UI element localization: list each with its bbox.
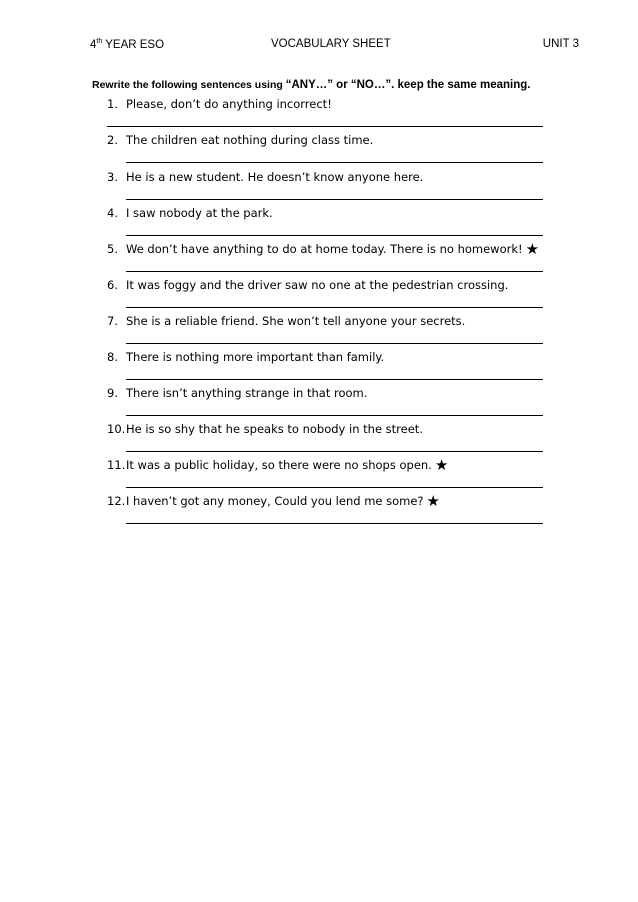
instructions-part2: “ANY…” or “NO…”. keep the same meaning. — [285, 79, 531, 91]
answer-line[interactable] — [126, 379, 543, 380]
item-number: 1. — [107, 97, 118, 111]
item-sentence-text: Please, don’t do anything incorrect! — [126, 97, 332, 111]
item-sentence — [126, 386, 367, 400]
item-sentence-text: He is a new student. He doesn’t know anyone here. — [126, 170, 424, 184]
header-year-suffix: th — [96, 38, 103, 45]
item-sentence-text: There is nothing more important than family. — [126, 350, 385, 364]
answer-line[interactable] — [126, 415, 543, 416]
item-sentence — [126, 206, 273, 220]
answer-line[interactable] — [126, 162, 543, 163]
answer-line[interactable] — [107, 126, 543, 127]
item-number: 3. — [107, 170, 118, 184]
item-sentence — [126, 494, 440, 508]
item-sentence — [126, 133, 373, 147]
star-icon: ★ — [525, 240, 540, 258]
star-icon: ★ — [434, 456, 449, 474]
item-sentence-text: I haven’t got any money, Could you lend me some? — [126, 494, 424, 508]
answer-line[interactable] — [126, 271, 543, 272]
item-sentence — [126, 314, 465, 328]
answer-line[interactable] — [126, 487, 543, 488]
item-number: 12. — [107, 494, 126, 508]
item-number: 7. — [107, 314, 118, 328]
header-unit: UNIT 3 — [542, 38, 579, 50]
item-sentence — [126, 350, 384, 364]
item-number: 8. — [107, 350, 118, 364]
item-number: 6. — [107, 278, 118, 292]
item-sentence-text: She is a reliable friend. She won’t tell anyone your secrets. — [126, 314, 466, 328]
header-year — [90, 38, 164, 51]
item-sentence — [126, 422, 423, 436]
item-sentence — [126, 242, 539, 256]
answer-line[interactable] — [126, 523, 543, 524]
item-number: 11. — [107, 458, 126, 472]
header-title: VOCABULARY SHEET — [271, 38, 391, 50]
item-number: 2. — [107, 133, 118, 147]
answer-line[interactable] — [126, 235, 543, 236]
item-sentence-text: It was a public holiday, so there were no shops open. — [126, 458, 432, 472]
answer-line[interactable] — [126, 343, 543, 344]
header-year-number: 4 — [90, 38, 97, 51]
instructions — [92, 79, 530, 91]
answer-line[interactable] — [126, 451, 543, 452]
instructions-part1: Rewrite the following sentences using — [92, 79, 286, 91]
item-sentence — [126, 278, 508, 292]
item-sentence-text: It was foggy and the driver saw no one at the pedestrian crossing. — [126, 278, 509, 292]
item-sentence — [126, 97, 332, 111]
answer-line[interactable] — [126, 199, 543, 200]
item-sentence-text: I saw nobody at the park. — [126, 206, 273, 220]
star-icon: ★ — [426, 492, 440, 510]
item-sentence-text: There isn’t anything strange in that room. — [126, 386, 368, 400]
header-year-rest: YEAR ESO — [102, 38, 165, 51]
item-number: 10. — [107, 422, 126, 436]
item-sentence-text: The children eat nothing during class time. — [126, 133, 374, 147]
item-sentence — [126, 458, 448, 472]
item-sentence — [126, 170, 423, 184]
answer-line[interactable] — [126, 307, 543, 308]
item-number: 4. — [107, 206, 118, 220]
item-sentence-text: We don’t have anything to do at home today. There is no homework! — [126, 242, 523, 256]
item-number: 5. — [107, 242, 118, 256]
item-number: 9. — [107, 386, 118, 400]
item-sentence-text: He is so shy that he speaks to nobody in the street. — [126, 422, 423, 436]
